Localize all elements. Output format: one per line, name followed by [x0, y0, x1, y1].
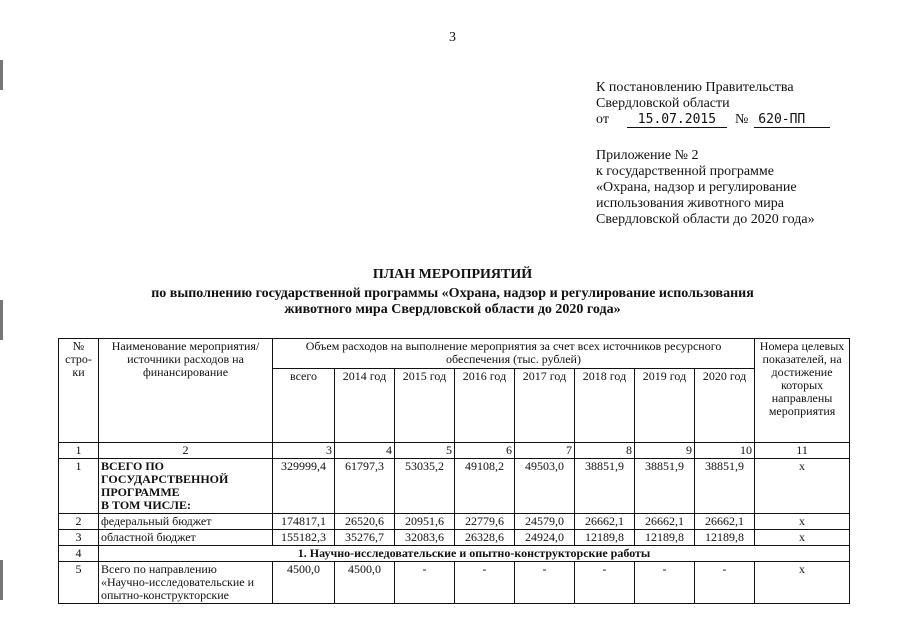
row-name-line: Всего по направлению: [101, 562, 217, 576]
value-2017: 49503,0: [515, 459, 575, 514]
scan-edge-mark: [0, 60, 3, 90]
plan-subtitle-2: животного мира Свердловской области до 2020 года»: [284, 302, 621, 317]
row-name-line: В ТОМ ЧИСЛЕ:: [101, 498, 191, 512]
row-name-line: опытно-конструкторские: [101, 588, 230, 602]
value-2020: 38851,9: [695, 459, 755, 514]
row-name: [99, 562, 273, 604]
plan-table: [58, 338, 850, 604]
value-2015: -: [395, 562, 455, 604]
row-name-line: «Научно-исследовательские и: [101, 575, 255, 589]
row-number: 5: [59, 562, 99, 604]
from-label: от: [596, 112, 609, 127]
value-2018: 26662,1: [575, 514, 635, 530]
value-2019: 26662,1: [635, 514, 695, 530]
value-2016: 49108,2: [455, 459, 515, 514]
table-row-rnd: [59, 562, 850, 604]
appendix-line-2: к государственной программе: [596, 164, 774, 179]
column-number: 7: [515, 443, 575, 459]
header-year: 2020 год: [695, 369, 755, 443]
header-name: Наименование мероприятия/ источники расходов на финансирование: [99, 339, 273, 443]
value-2019: 12189,8: [635, 530, 695, 546]
value-2016: 26328,6: [455, 530, 515, 546]
resolution-number: 620-ПП: [754, 113, 830, 128]
row-number: 2: [59, 514, 99, 530]
resolution-line-2: Свердловской области: [596, 96, 730, 111]
appendix-line-5: Свердловской области до 2020 года»: [596, 212, 815, 227]
appendix-line-3: «Охрана, надзор и регулирование: [596, 180, 797, 195]
value-2014: 35276,7: [335, 530, 395, 546]
value-2019: -: [635, 562, 695, 604]
target-indicator: x: [755, 459, 850, 514]
document-heading: [0, 267, 905, 318]
column-number: 4: [335, 443, 395, 459]
value-2015: 53035,2: [395, 459, 455, 514]
column-number: 1: [59, 443, 99, 459]
target-indicator: x: [755, 530, 850, 546]
column-number: 10: [695, 443, 755, 459]
row-name: [99, 459, 273, 514]
target-indicator: x: [755, 562, 850, 604]
section-heading: 1. Научно-исследовательские и опытно-конструкторские работы: [99, 546, 850, 562]
row-number: 3: [59, 530, 99, 546]
appendix-note: [596, 148, 896, 228]
header-year: 2017 год: [515, 369, 575, 443]
column-number: 5: [395, 443, 455, 459]
column-number: 11: [755, 443, 850, 459]
value-2014: 4500,0: [335, 562, 395, 604]
target-indicator: x: [755, 514, 850, 530]
number-label: №: [734, 112, 749, 127]
row-name-line: ВСЕГО ПО: [101, 459, 165, 473]
row-name-line: ГОСУДАРСТВЕННОЙ: [101, 472, 229, 486]
header-year: всего: [273, 369, 335, 443]
value-2018: 38851,9: [575, 459, 635, 514]
row-number: 4: [59, 546, 99, 562]
value-2017: 24579,0: [515, 514, 575, 530]
row-name: федеральный бюджет: [99, 514, 273, 530]
header-targets: Номера целевых показателей, на достижение которых направлены мероприятия: [755, 339, 850, 443]
header-year: 2016 год: [455, 369, 515, 443]
resolution-date: 15.07.2015: [627, 113, 727, 128]
table-row-regional: [59, 530, 850, 546]
plan-subtitle-1: по выполнению государственной программы «Охрана, надзор и регулирование использования: [151, 286, 754, 301]
column-number: 9: [635, 443, 695, 459]
header-row: [59, 339, 850, 369]
value-2015: 20951,6: [395, 514, 455, 530]
column-number: 2: [99, 443, 273, 459]
value-2019: 38851,9: [635, 459, 695, 514]
appendix-line-1: Приложение № 2: [596, 148, 699, 163]
value-total: 4500,0: [273, 562, 335, 604]
header-year: 2015 год: [395, 369, 455, 443]
value-2015: 32083,6: [395, 530, 455, 546]
value-2020: 12189,8: [695, 530, 755, 546]
appendix-line-4: использования животного мира: [596, 196, 784, 211]
value-2017: 24924,0: [515, 530, 575, 546]
value-2016: 22779,6: [455, 514, 515, 530]
column-number: 8: [575, 443, 635, 459]
page-number: 3: [449, 30, 456, 45]
value-2020: -: [695, 562, 755, 604]
column-number: 6: [455, 443, 515, 459]
value-2016: -: [455, 562, 515, 604]
header-volume: Объем расходов на выполнение мероприятия за счет всех источников ресурсного обеспечения (тыс. рублей): [273, 339, 755, 369]
value-total: 329999,4: [273, 459, 335, 514]
value-2014: 61797,3: [335, 459, 395, 514]
header-row-number: № стро- ки: [59, 339, 99, 443]
value-2017: -: [515, 562, 575, 604]
table-row-section: [59, 546, 850, 562]
value-2020: 26662,1: [695, 514, 755, 530]
value-2018: 12189,8: [575, 530, 635, 546]
table-row-total: [59, 459, 850, 514]
table-row-federal: [59, 514, 850, 530]
value-2018: -: [575, 562, 635, 604]
resolution-reference: [596, 80, 896, 228]
resolution-line-1: К постановлению Правительства: [596, 80, 794, 95]
header-year: 2018 год: [575, 369, 635, 443]
row-number: 1: [59, 459, 99, 514]
header-year: 2019 год: [635, 369, 695, 443]
scan-edge-mark: [0, 560, 3, 600]
row-name: областной бюджет: [99, 530, 273, 546]
value-total: 155182,3: [273, 530, 335, 546]
header-year: 2014 год: [335, 369, 395, 443]
column-number: 3: [273, 443, 335, 459]
value-2014: 26520,6: [335, 514, 395, 530]
column-numbers-row: [59, 443, 850, 459]
plan-title: ПЛАН МЕРОПРИЯТИЙ: [372, 267, 533, 282]
value-total: 174817,1: [273, 514, 335, 530]
row-name-line: ПРОГРАММЕ: [101, 485, 180, 499]
resolution-date-line: [596, 112, 896, 128]
